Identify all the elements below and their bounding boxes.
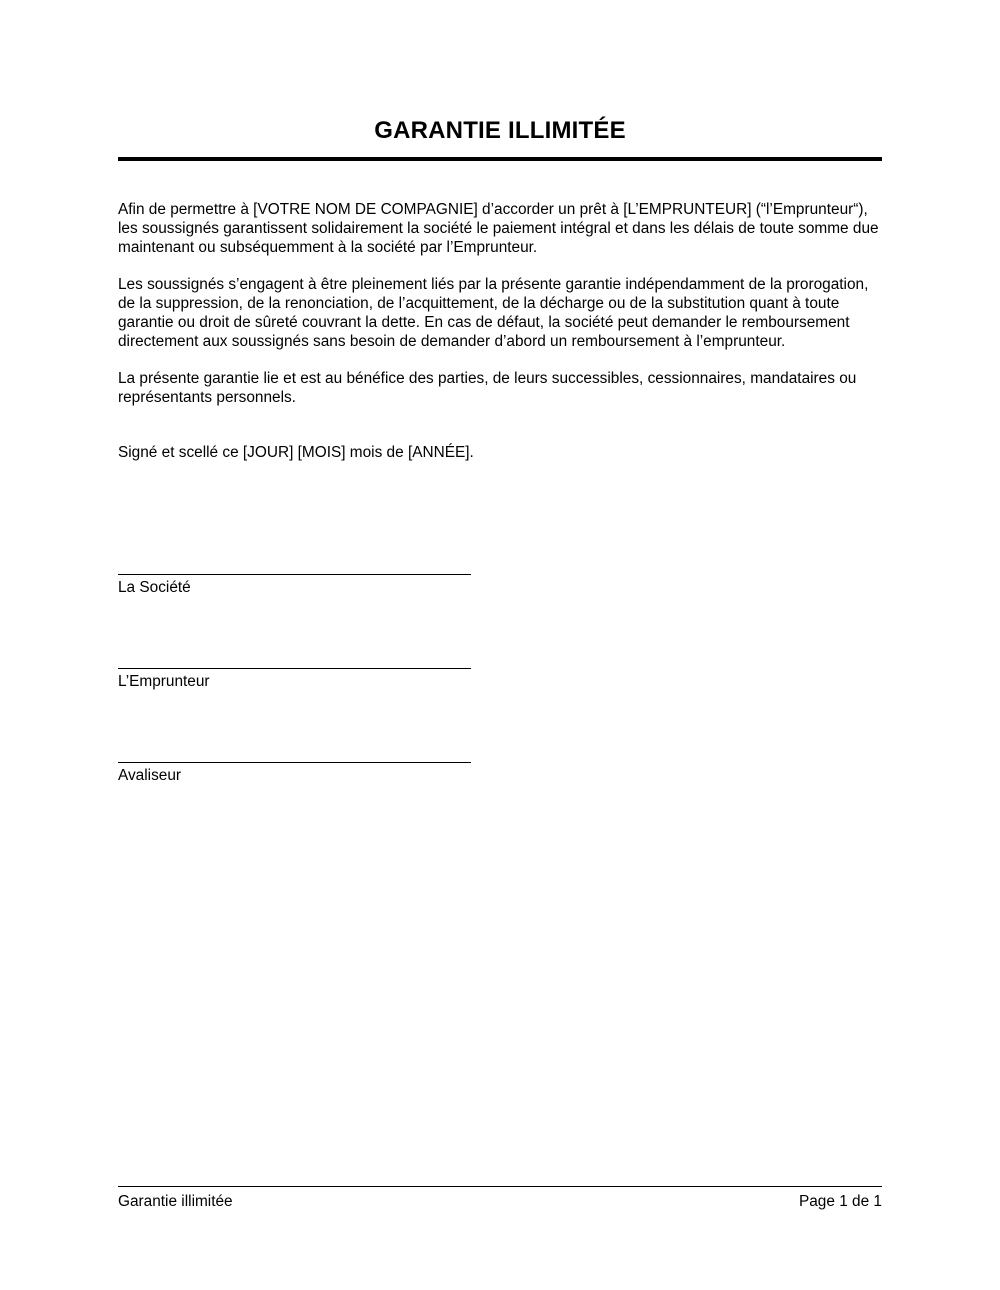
paragraph-obligations: Les soussignés s’engagent à être pleinement liés par la présente garantie indépendamment de la prorogation, de la suppression, de la renonciation, de l’acquittement, de la décharge ou de la substitution quant à toute garantie ou droit de sûreté couvrant la dette. En cas de défaut, la société peut demander le remboursement directement aux soussignés sans besoin de demander d’abord un remboursement à l’emprunteur. <box>118 276 869 350</box>
document-title: GARANTIE ILLIMITÉE <box>374 117 626 144</box>
page-footer <box>118 1192 882 1211</box>
paragraph-intro: Afin de permettre à [VOTRE NOM DE COMPAGNIE] d’accorder un prêt à [L’EMPRUNTEUR] (“l’Emprunteur“), les soussignés garantissent solidairement la société le paiement intégral et dans les délais de toute somme due maintenant ou subséquemment à la société par l’Emprunteur. <box>118 201 879 256</box>
signature-block-guarantor <box>118 762 471 785</box>
signature-line <box>118 574 471 575</box>
signature-line <box>118 668 471 669</box>
title-underline <box>118 157 882 161</box>
footer-document-name: Garantie illimitée <box>118 1193 233 1210</box>
document-body <box>118 200 882 480</box>
signed-sealed-line: Signé et scellé ce [JOUR] [MOIS] mois de [ANNÉE]. <box>118 444 474 461</box>
signature-block-company <box>118 574 471 597</box>
signature-block-borrower <box>118 668 471 691</box>
paragraph-binding: La présente garantie lie et est au bénéfice des parties, de leurs successibles, cessionnaires, mandataires ou représentants personnels. <box>118 370 857 406</box>
footer-rule <box>118 1186 882 1187</box>
signature-label: L’Emprunteur <box>118 673 210 690</box>
signature-label: La Société <box>118 579 191 596</box>
signature-line <box>118 762 471 763</box>
signature-label: Avaliseur <box>118 767 182 784</box>
footer-page-number: Page 1 de 1 <box>798 1193 882 1210</box>
